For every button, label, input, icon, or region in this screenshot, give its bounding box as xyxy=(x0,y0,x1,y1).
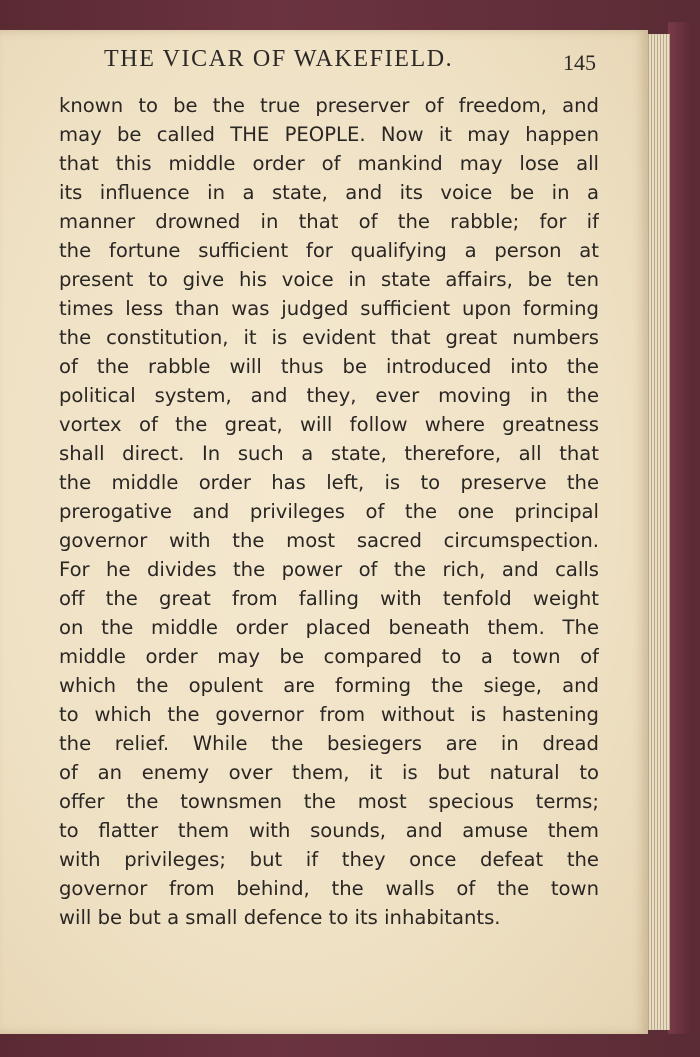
text-line: times less than was judged sufficient upon forming xyxy=(59,297,599,320)
text-line: prerogative and privileges of the one principal xyxy=(59,500,599,523)
text-line: governor from behind, the walls of the town xyxy=(59,877,599,900)
text-line: For he divides the power of the rich, and calls xyxy=(59,558,599,581)
text-line: political system, and they, ever moving in the xyxy=(59,384,599,407)
text-line: which the opulent are forming the siege, and xyxy=(59,674,599,697)
text-line: of the rabble will thus be introduced into the xyxy=(59,355,599,378)
text-line: its influence in a state, and its voice be in a xyxy=(59,181,599,204)
text-line: will be but a small defence to its inhabitants. xyxy=(59,906,501,929)
text-line: shall direct. In such a state, therefore, all that xyxy=(59,442,599,465)
running-title: THE VICAR OF WAKEFIELD. xyxy=(104,46,454,72)
text-line: present to give his voice in state affairs, be ten xyxy=(59,268,599,291)
text-line: the relief. While the besiegers are in dread xyxy=(59,732,599,755)
text-line: known to be the true preserver of freedom, and xyxy=(59,94,599,117)
cover-edge xyxy=(668,22,690,1034)
text-line: with privileges; but if they once defeat the xyxy=(59,848,599,871)
text-line: vortex of the great, will follow where greatness xyxy=(59,413,599,436)
text-line: may be called THE PEOPLE. Now it may happen xyxy=(59,123,599,146)
page-number: 145 xyxy=(563,50,596,75)
page-header xyxy=(0,40,648,80)
text-line: the middle order has left, is to preserve the xyxy=(59,471,599,494)
text-line: to which the governor from without is hastening xyxy=(59,703,599,726)
text-line: middle order may be compared to a town of xyxy=(59,645,599,668)
text-line: governor with the most sacred circumspection. xyxy=(59,529,599,552)
text-line: off the great from falling with tenfold weight xyxy=(59,587,599,610)
text-line: offer the townsmen the most specious terms; xyxy=(59,790,599,813)
text-line: on the middle order placed beneath them. The xyxy=(59,616,599,639)
text-line: that this middle order of mankind may lose all xyxy=(59,152,599,175)
text-line: the fortune sufficient for qualifying a person at xyxy=(59,239,599,262)
text-line: to flatter them with sounds, and amuse them xyxy=(59,819,599,842)
body-text xyxy=(59,91,599,932)
text-line: manner drowned in that of the rabble; for if xyxy=(59,210,599,233)
text-line: the constitution, it is evident that great numbers xyxy=(59,326,599,349)
text-line: of an enemy over them, it is but natural to xyxy=(59,761,599,784)
